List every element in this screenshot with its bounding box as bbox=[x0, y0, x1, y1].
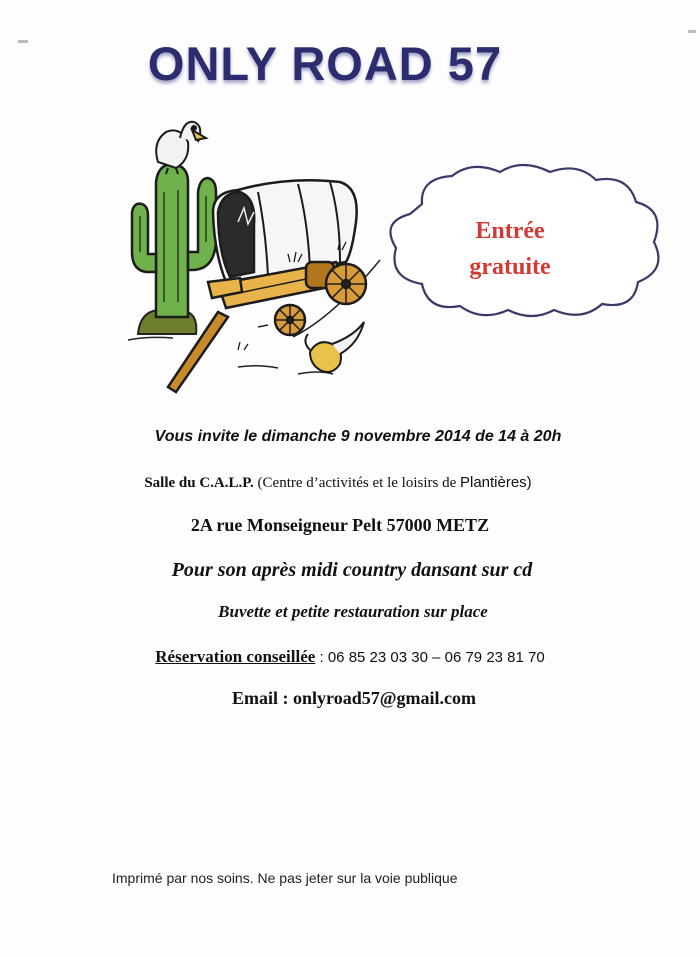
free-entry-badge bbox=[430, 213, 590, 285]
reservation-label: Réservation conseillée bbox=[155, 647, 316, 666]
reservation-phones: 06 85 23 03 30 – 06 79 23 81 70 bbox=[327, 649, 545, 666]
reservation-line bbox=[0, 647, 700, 667]
page-title: ONLY ROAD 57 bbox=[147, 37, 503, 90]
email-line: Email : onlyroad57@gmail.com bbox=[232, 688, 476, 708]
venue-label: Salle du C.A.L.P. bbox=[144, 475, 254, 491]
venue-place: Plantières) bbox=[459, 474, 532, 491]
badge-line-1: Entrée bbox=[475, 218, 545, 244]
event-line: Pour son après midi country dansant sur cd bbox=[171, 559, 533, 581]
address-line: 2A rue Monseigneur Pelt 57000 METZ bbox=[190, 515, 490, 535]
reservation-separator: : bbox=[315, 649, 328, 666]
badge-line-2: gratuite bbox=[469, 254, 551, 280]
skull-icon bbox=[305, 322, 364, 372]
venue-line bbox=[0, 474, 676, 492]
scan-mark bbox=[688, 30, 696, 33]
venue-detail: (Centre d’activités et le loisirs de bbox=[257, 475, 457, 491]
invite-line: Vous invite le dimanche 9 novembre 2014 de 14 à 20h bbox=[154, 428, 562, 445]
footer-note: Imprimé par nos soins. Ne pas jeter sur la voie publique bbox=[112, 870, 458, 886]
western-illustration bbox=[118, 112, 388, 402]
catering-line: Buvette et petite restauration sur place bbox=[218, 602, 488, 621]
cactus-icon bbox=[132, 164, 216, 317]
